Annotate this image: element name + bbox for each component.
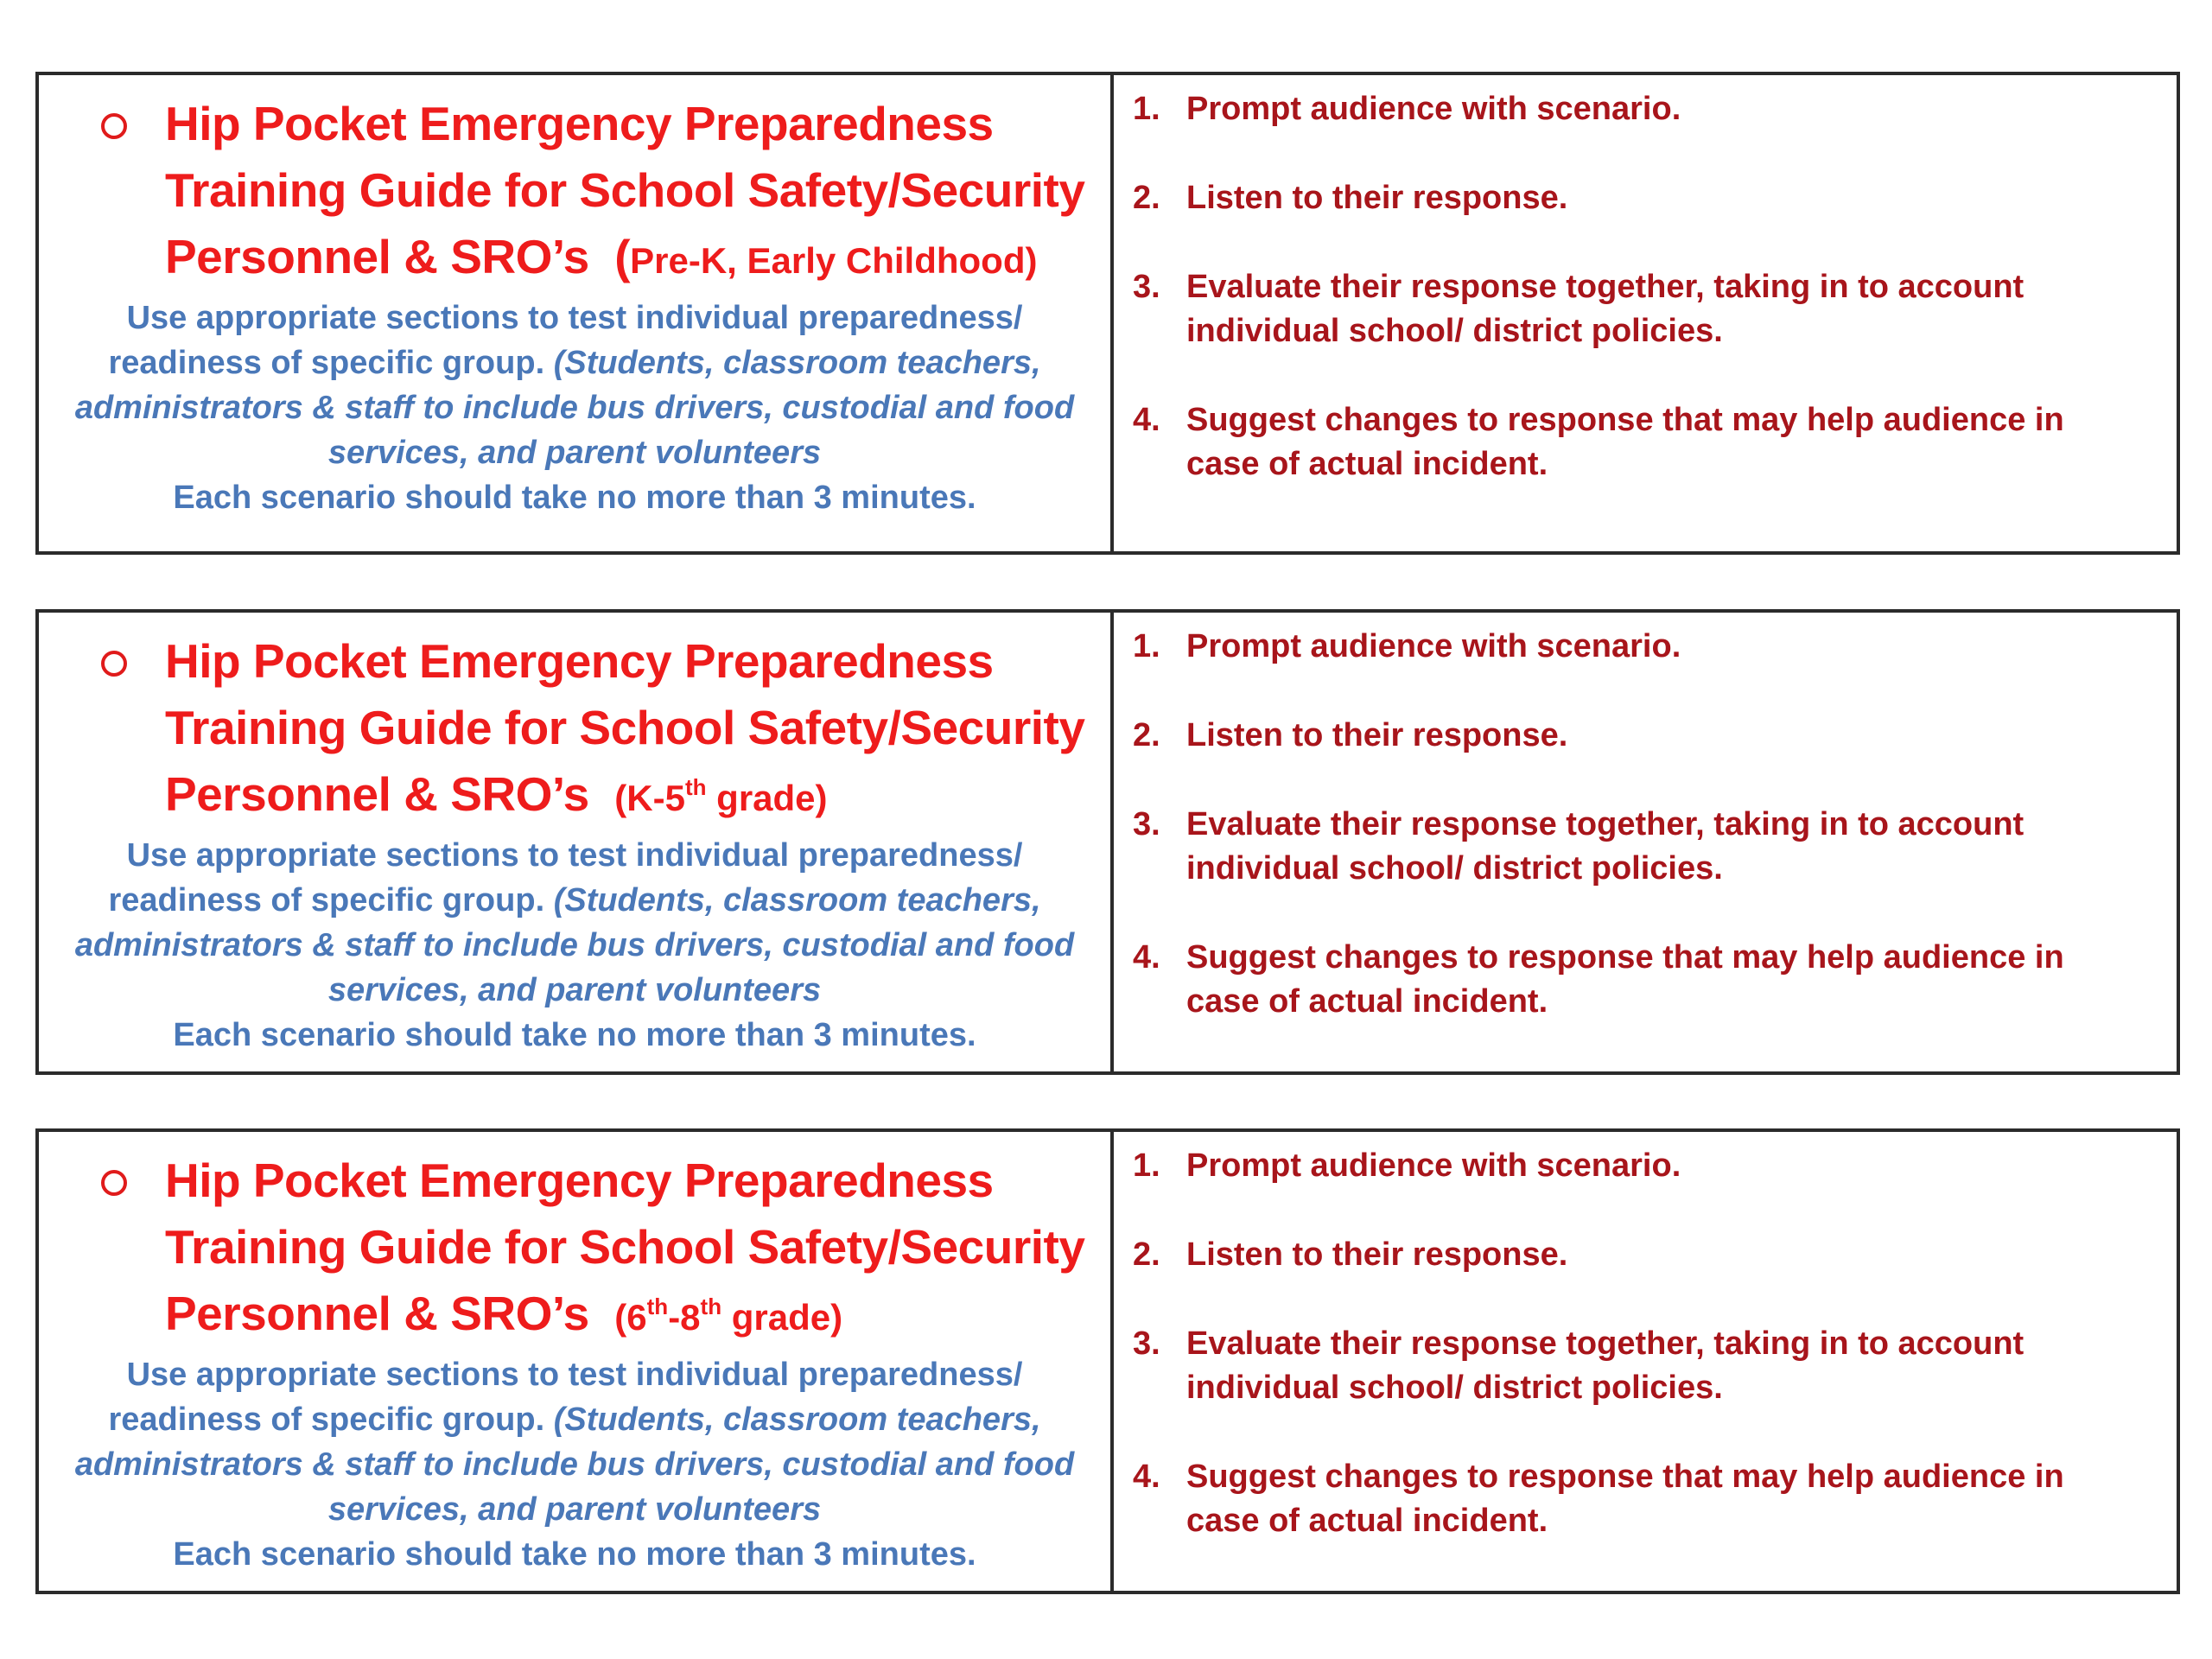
step-item: 1. Prompt audience with scenario. xyxy=(1133,91,1681,127)
card-title: Hip Pocket Emergency Preparedness Training Guide for School Safety/Security Personnel & SRO’s (6th-8th grade) xyxy=(165,1154,1085,1340)
training-card-6-8 xyxy=(35,1128,2180,1594)
step-item: 4. Suggest changes to response that may help audience in case of actual incident. xyxy=(1133,402,2064,482)
step-item: 3. Evaluate their response together, taking in to account individual school/ district policies. xyxy=(1133,806,2024,887)
step-item: 4. Suggest changes to response that may help audience in case of actual incident. xyxy=(1133,1459,2064,1539)
step-item: 3. Evaluate their response together, taking in to account individual school/ district policies. xyxy=(1133,1325,2024,1406)
card-info-cell xyxy=(39,1132,1114,1591)
step-item: 2. Listen to their response. xyxy=(1133,717,1568,753)
card-description: Use appropriate sections to test individual preparedness/ readiness of specific group. (Students, classroom teachers, administrators & staff to include bus drivers, custodial and food services, and parent volunteers Each scenario should take no more than 3 minutes. xyxy=(63,833,1086,1058)
step-item: 3. Evaluate their response together, taking in to account individual school/ district policies. xyxy=(1133,269,2024,349)
steps-list xyxy=(1133,625,2142,1024)
circle-bullet-icon xyxy=(101,113,127,139)
card-info-cell xyxy=(39,75,1114,551)
grade-open-paren: ( xyxy=(614,230,631,283)
title-row xyxy=(63,628,1086,831)
card-steps-cell xyxy=(1114,1132,2177,1591)
card-title: Hip Pocket Emergency Preparedness Training Guide for School Safety/Security Personnel & SRO’s (Pre-K, Early Childhood) xyxy=(165,97,1085,283)
card-info-cell xyxy=(39,613,1114,1071)
card-steps-cell xyxy=(1114,613,2177,1071)
steps-list xyxy=(1133,87,2142,486)
title-row xyxy=(63,1147,1086,1351)
circle-bullet-icon xyxy=(101,1170,127,1196)
step-item: 1. Prompt audience with scenario. xyxy=(1133,628,1681,664)
step-item: 2. Listen to their response. xyxy=(1133,180,1568,216)
card-description: Use appropriate sections to test individual preparedness/ readiness of specific group. (Students, classroom teachers, administrators & staff to include bus drivers, custodial and food services, and parent volunteers Each scenario should take no more than 3 minutes. xyxy=(63,1352,1086,1577)
card-description: Use appropriate sections to test individual preparedness/ readiness of specific group. (Students, classroom teachers, administrators & staff to include bus drivers, custodial and food services, and parent volunteers Each scenario should take no more than 3 minutes. xyxy=(63,296,1086,520)
grade-level: (6th-8th grade) xyxy=(614,1294,843,1338)
title-row xyxy=(63,91,1086,294)
training-card-pre-k xyxy=(35,72,2180,555)
time-limit-note: Each scenario should take no more than 3 minutes. xyxy=(173,480,976,516)
circle-bullet-icon xyxy=(101,651,127,677)
step-item: 2. Listen to their response. xyxy=(1133,1236,1568,1273)
step-item: 4. Suggest changes to response that may help audience in case of actual incident. xyxy=(1133,939,2064,1020)
time-limit-note: Each scenario should take no more than 3 minutes. xyxy=(173,1536,976,1573)
card-steps-cell xyxy=(1114,75,2177,551)
time-limit-note: Each scenario should take no more than 3 minutes. xyxy=(173,1017,976,1053)
grade-level: Pre-K, Early Childhood) xyxy=(630,240,1038,281)
steps-list xyxy=(1133,1144,2142,1543)
step-item: 1. Prompt audience with scenario. xyxy=(1133,1147,1681,1184)
training-card-k-5 xyxy=(35,609,2180,1075)
grade-level: (K-5th grade) xyxy=(614,774,828,818)
card-title: Hip Pocket Emergency Preparedness Training Guide for School Safety/Security Personnel & SRO’s (K-5th grade) xyxy=(165,634,1085,821)
